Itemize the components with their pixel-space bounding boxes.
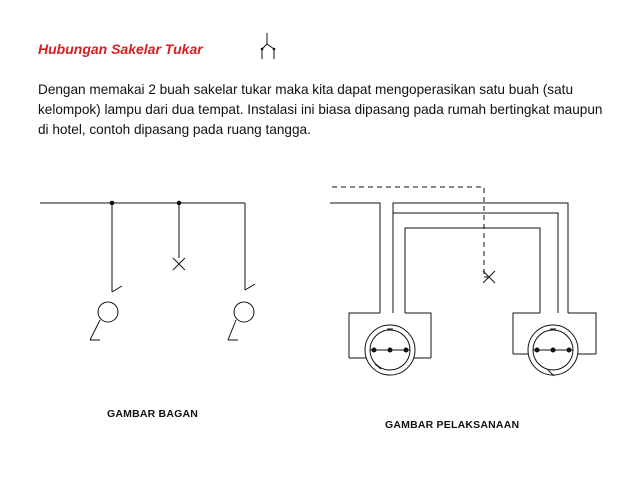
schematic-diagram bbox=[40, 201, 255, 340]
caption-gambar-bagan: GAMBAR BAGAN bbox=[107, 408, 199, 420]
caption-gambar-pelaksanaan: GAMBAR PELAKSANAAN bbox=[385, 419, 520, 431]
page-title: Hubungan Sakelar Tukar bbox=[38, 41, 203, 57]
installation-diagram bbox=[330, 187, 596, 376]
description-paragraph: Dengan memakai 2 buah sakelar tukar maka kita dapat mengoperasikan satu buah (satu kelompok) lampu dari dua tempat. Instalasi ini biasa dipasang pada rumah bertingkat maupun di hotel, contoh dipasang pada ruang tangga. bbox=[38, 82, 603, 137]
